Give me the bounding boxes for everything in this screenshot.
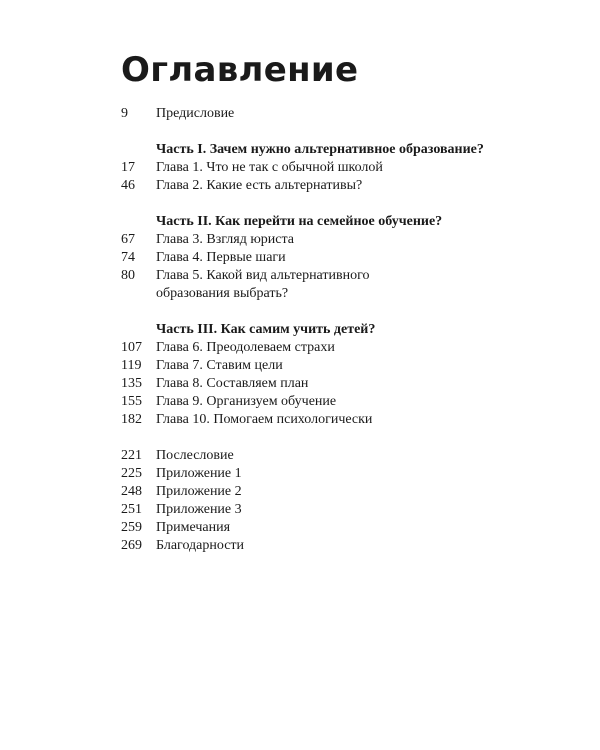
toc-entry-label: Послесловие [156, 448, 234, 463]
toc-entry-label: Примечания [156, 520, 231, 535]
toc-entry-label: Глава 5. Какой вид альтернативного образования выбрать? [156, 268, 370, 301]
section-gap [121, 303, 521, 321]
toc-entry-label: Глава 9. Организуем обучение [156, 394, 337, 409]
toc-page-number: 135 [121, 376, 142, 391]
toc-page-number: 248 [121, 484, 142, 499]
toc-page-number: 46 [121, 178, 135, 193]
toc-entry-chapter-6 [121, 339, 521, 357]
toc-page-number: 67 [121, 232, 135, 247]
toc-entry-chapter-9 [121, 393, 521, 411]
toc-entry-chapter-7 [121, 357, 521, 375]
toc-entry-label: Приложение 1 [156, 466, 242, 481]
toc-page-number: 225 [121, 466, 142, 481]
toc-page-number: 107 [121, 340, 142, 355]
toc-entry-notes [121, 519, 521, 537]
toc-entry-afterword [121, 447, 521, 465]
toc-page-number: 251 [121, 502, 142, 517]
toc-entry-label: Глава 8. Составляем план [156, 376, 309, 391]
toc-part-label: Часть II. Как перейти на семейное обучение? [156, 214, 443, 229]
toc-entry-chapter-3 [121, 231, 521, 249]
toc-entry-acknowledgements [121, 537, 521, 555]
toc-page-number: 17 [121, 160, 135, 175]
toc-part-1-heading [121, 141, 521, 159]
toc-entry-label: Глава 6. Преодолеваем страхи [156, 340, 335, 355]
toc-entry-chapter-10 [121, 411, 521, 429]
toc-entry-appendix-1 [121, 465, 521, 483]
toc-page-number: 119 [121, 358, 142, 373]
toc-page-number: 155 [121, 394, 142, 409]
toc-entry-preface [121, 105, 521, 123]
toc-entry-appendix-3 [121, 501, 521, 519]
toc-part-label: Часть I. Зачем нужно альтернативное образование? [156, 142, 484, 157]
toc-entry-chapter-5 [121, 267, 521, 303]
toc-entry-label: Глава 7. Ставим цели [156, 358, 283, 373]
toc-entry-label: Приложение 3 [156, 502, 242, 517]
toc-entry-chapter-1 [121, 159, 521, 177]
table-of-contents [121, 105, 521, 555]
page-title: Оглавление [121, 50, 359, 90]
toc-part-2-heading [121, 213, 521, 231]
toc-page-number: 182 [121, 412, 142, 427]
toc-entry-label: Глава 2. Какие есть альтернативы? [156, 178, 363, 193]
toc-part-label: Часть III. Как самим учить детей? [156, 322, 376, 337]
toc-entry-label: Глава 10. Помогаем психологически [156, 412, 373, 427]
section-gap [121, 123, 521, 141]
toc-entry-label: Благодарности [156, 538, 245, 553]
section-gap [121, 195, 521, 213]
toc-page-number: 9 [121, 106, 128, 121]
toc-entry-label: Глава 1. Что не так с обычной школой [156, 160, 383, 175]
toc-entry-label: Предисловие [156, 106, 235, 121]
toc-entry-appendix-2 [121, 483, 521, 501]
toc-page-number: 80 [121, 268, 135, 283]
toc-entry-chapter-4 [121, 249, 521, 267]
toc-entry-label: Глава 4. Первые шаги [156, 250, 286, 265]
toc-page-number: 74 [121, 250, 135, 265]
toc-page-number: 221 [121, 448, 142, 463]
toc-entry-chapter-8 [121, 375, 521, 393]
section-gap [121, 429, 521, 447]
toc-entry-chapter-2 [121, 177, 521, 195]
toc-entry-label: Глава 3. Взгляд юриста [156, 232, 294, 247]
toc-entry-label: Приложение 2 [156, 484, 242, 499]
toc-page-number: 269 [121, 538, 142, 553]
toc-part-3-heading [121, 321, 521, 339]
toc-page-number: 259 [121, 520, 142, 535]
